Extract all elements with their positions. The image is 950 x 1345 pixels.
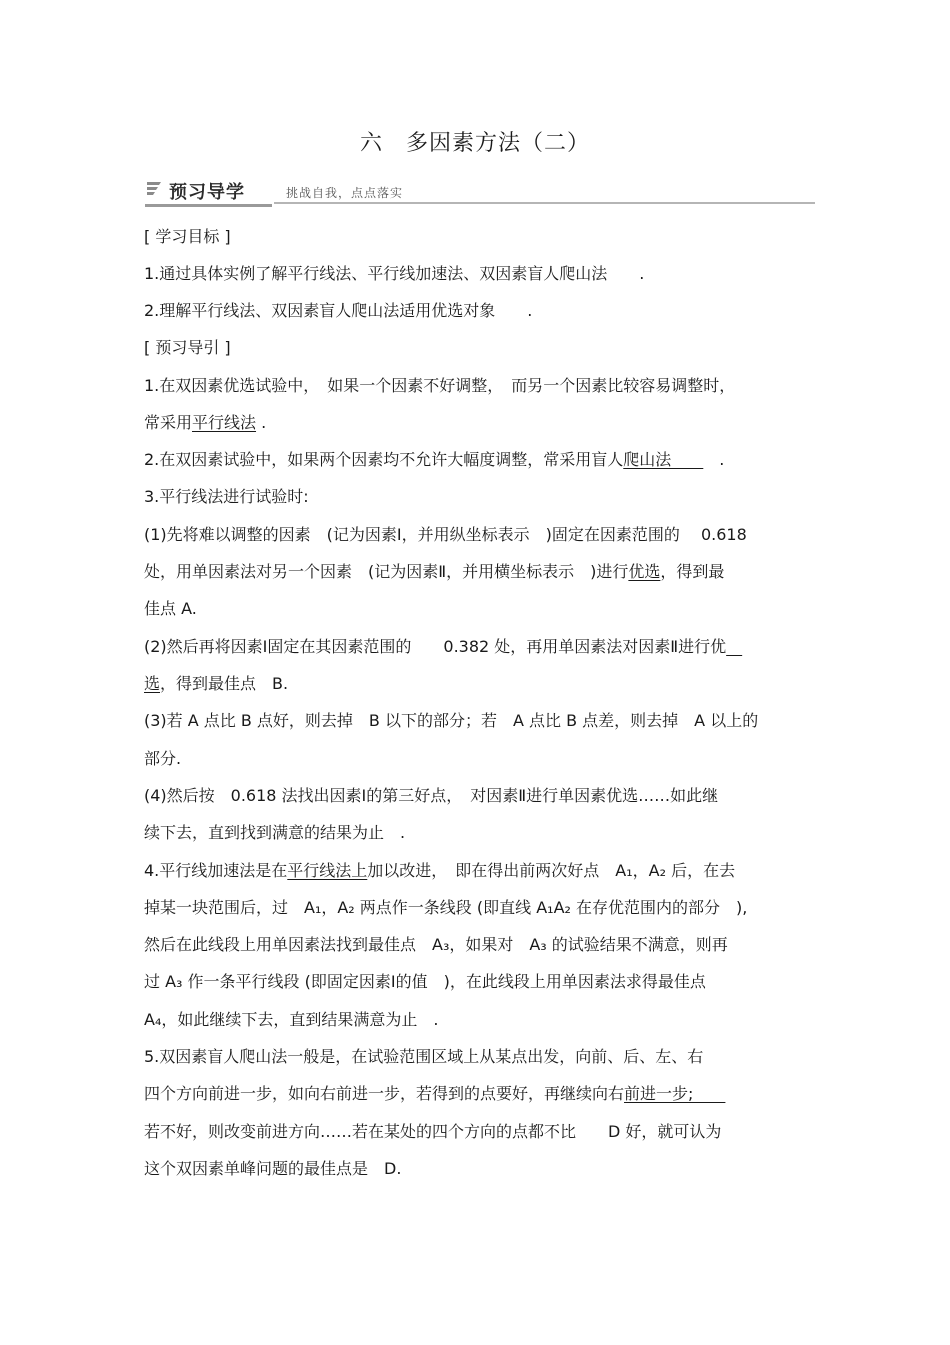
answer-blank xyxy=(726,637,742,656)
answer-blank: 优选 xyxy=(628,562,661,581)
text-span: 四个方向前进一步，如向右前进一步，若得到的点要好，再继续向右 xyxy=(144,1084,625,1103)
text-line: 5.双因素盲人爬山法一般是，在试验范围区域上从某点出发，向前、后、左、右 xyxy=(144,1047,704,1066)
text-line: 掉某一块范围后，过 A₁，A₂ 两点作一条线段 (即直线 A₁A₂ 在存优范围内的部分 ), xyxy=(144,898,748,917)
banner-badge xyxy=(145,178,272,207)
text-line: 这个双因素单峰问题的最佳点是 D. xyxy=(144,1159,402,1178)
text-span: (2)然后再将因素Ⅰ固定在其因素范围的 0.382 处，再用单因素法对因素Ⅱ进行优 xyxy=(144,637,727,656)
answer-blank: 平行线法 xyxy=(192,413,257,432)
banner-rule xyxy=(274,202,815,204)
text-line: (1)先将难以调整的因素 (记为因素Ⅰ，并用纵坐标表示 )固定在因素范围的 0.618 xyxy=(144,525,747,544)
text-line xyxy=(144,1083,725,1105)
text-line: 续下去，直到找到满意的结果为止 . xyxy=(144,823,406,842)
text-line: (3)若 A 点比 B 点好，则去掉 B 以下的部分；若 A 点比 B 点差，则去掉 A 以上的 xyxy=(144,711,759,730)
text-span: . xyxy=(256,413,267,432)
goal-1: 1.通过具体实例了解平行线法、平行线加速法、双因素盲人爬山法 . xyxy=(144,264,645,283)
goals-heading: [ 学习目标 ] xyxy=(144,227,231,246)
text-span: 加以改进， 即在得出前两次好点 A₁，A₂ 后，在去 xyxy=(367,861,736,880)
text-line xyxy=(144,449,724,471)
stripe-icon xyxy=(145,180,163,198)
answer-blank: 前进一步; xyxy=(624,1084,726,1103)
page-title: 六 多因素方法（二） xyxy=(359,131,590,156)
text-line xyxy=(144,673,288,695)
guide-heading: [ 预习导引 ] xyxy=(144,338,231,357)
banner-subtitle: 挑战自我，点点落实 xyxy=(286,186,404,200)
text-span: . xyxy=(703,450,725,469)
section-banner xyxy=(145,178,815,206)
text-line: 部分. xyxy=(144,749,182,768)
text-span: 常采用 xyxy=(144,413,193,432)
text-line: 然后在此线段上用单因素法找到最佳点 A₃，如果对 A₃ 的试验结果不满意，则再 xyxy=(144,935,728,954)
text-line: (4)然后按 0.618 法找出因素Ⅰ的第三好点， 对因素Ⅱ进行单因素优选……如此继 xyxy=(144,786,719,805)
text-line xyxy=(144,561,724,583)
text-span: ，得到最佳点 B. xyxy=(160,674,289,693)
text-span: 2.在双因素试验中，如果两个因素均不允许大幅度调整，常采用盲人 xyxy=(144,450,624,469)
answer-blank: 爬山法 xyxy=(623,450,704,469)
banner-label: 预习导学 xyxy=(169,182,245,203)
text-line: 过 A₃ 作一条平行线段 (即固定因素Ⅰ的值 )，在此线段上用单因素法求得最佳点 xyxy=(144,972,706,991)
text-line: 若不好，则改变前进方向……若在某处的四个方向的点都不比 D 好，就可认为 xyxy=(144,1122,722,1141)
text-line xyxy=(144,636,742,658)
text-line xyxy=(144,412,266,434)
goal-2: 2.理解平行线法、双因素盲人爬山法适用优选对象 . xyxy=(144,301,533,320)
text-span: 处，用单因素法对另一个因素 (记为因素Ⅱ，并用横坐标表示 )进行 xyxy=(144,562,629,581)
text-span: 4.平行线加速法是在 xyxy=(144,861,288,880)
text-line: A₄，如此继续下去，直到结果满意为止 . xyxy=(144,1010,439,1029)
answer-blank: 选 xyxy=(144,674,161,693)
text-line: 3.平行线法进行试验时: xyxy=(144,487,309,506)
text-line xyxy=(144,860,735,882)
text-span: ，得到最 xyxy=(660,562,725,581)
answer-blank: 平行线法上 xyxy=(287,861,368,880)
text-line: 佳点 A. xyxy=(144,599,197,618)
text-line: 1.在双因素优选试验中， 如果一个因素不好调整， 而另一个因素比较容易调整时， xyxy=(144,376,736,395)
